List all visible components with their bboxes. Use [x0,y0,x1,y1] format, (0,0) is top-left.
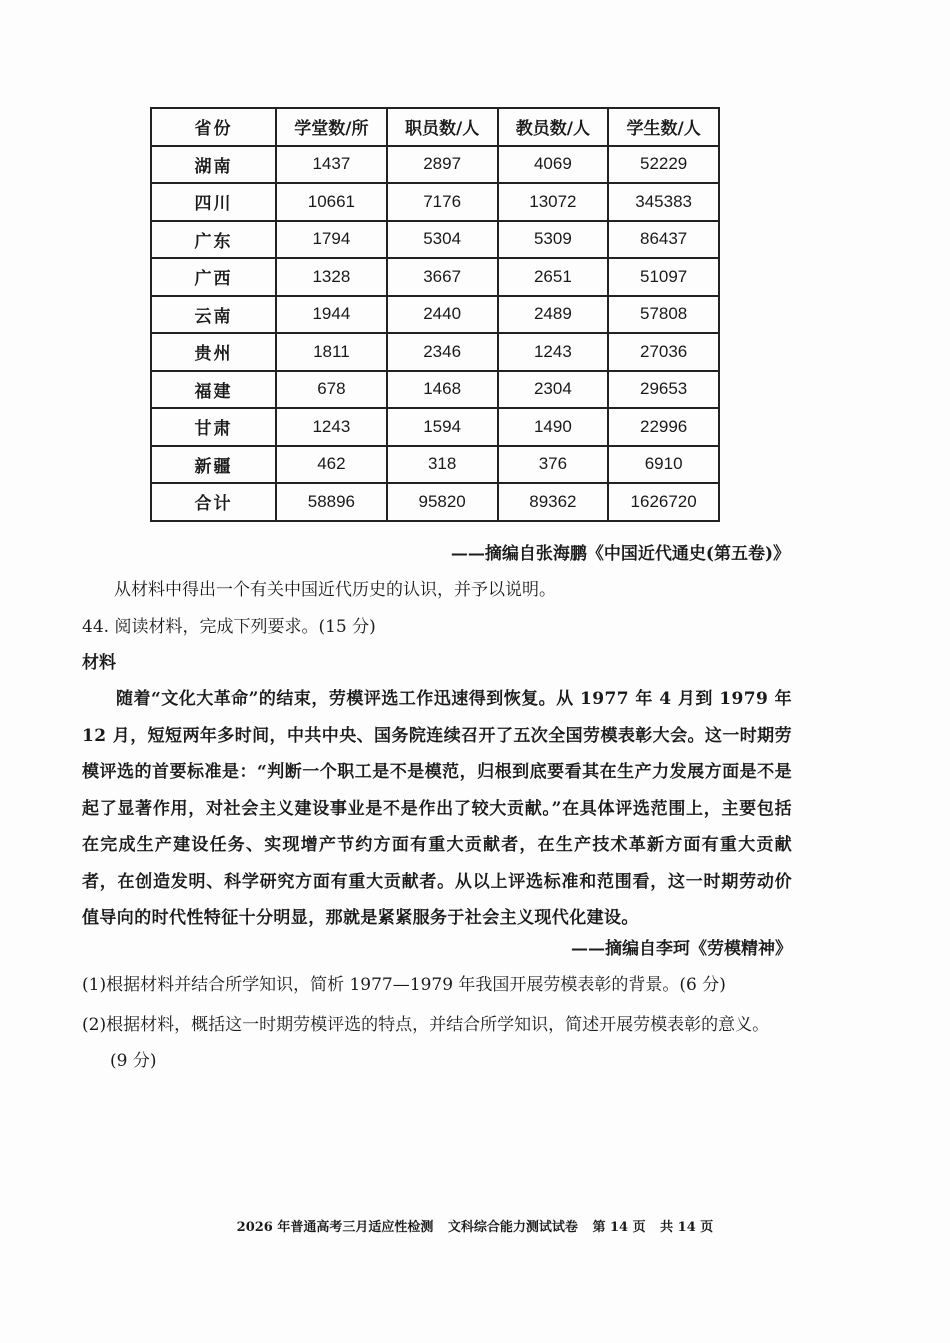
cell-province: 云南 [151,296,276,334]
cell-value: 318 [387,446,498,484]
cell-value: 3667 [387,258,498,296]
cell-value: 1468 [387,371,498,409]
page-footer [0,1216,950,1235]
cell-value: 2897 [387,146,498,184]
cell-value: 5304 [387,221,498,259]
cell-province: 贵州 [151,333,276,371]
header-schools: 学堂数/所 [276,108,387,146]
material-label: 材料 [82,653,116,673]
cell-value: 2304 [498,371,609,409]
table-row [151,408,719,446]
cell-value: 5309 [498,221,609,259]
cell-value: 51097 [608,258,719,296]
cell-value: 95820 [387,483,498,521]
cell-value: 52229 [608,146,719,184]
question-2: (2)根据材料，概括这一时期劳模评选的特点，并结合所学知识，简述开展劳模表彰的意义。 [82,1015,770,1035]
table-row [151,258,719,296]
cell-value: 678 [276,371,387,409]
cell-value: 1328 [276,258,387,296]
cell-value: 10661 [276,183,387,221]
statistics-table [150,107,720,522]
table-row [151,146,719,184]
q43-prompt: 从材料中得出一个有关中国近代历史的认识，并予以说明。 [114,580,556,600]
cell-value: 6910 [608,446,719,484]
cell-value: 1594 [387,408,498,446]
table-header-row [151,108,719,146]
cell-value: 2651 [498,258,609,296]
header-province: 省份 [151,108,276,146]
question-2-score: (9 分) [110,1051,157,1071]
footer-total-pages: 共 14 页 [660,1220,714,1235]
material-source-citation: ——摘编自李珂《劳模精神》 [571,939,792,959]
cell-value: 58896 [276,483,387,521]
cell-value: 27036 [608,333,719,371]
cell-province: 福建 [151,371,276,409]
table-row [151,333,719,371]
cell-value: 1794 [276,221,387,259]
header-teachers: 教员数/人 [498,108,609,146]
cell-value: 29653 [608,371,719,409]
cell-province: 四川 [151,183,276,221]
cell-province: 广东 [151,221,276,259]
cell-value: 2489 [498,296,609,334]
cell-value: 86437 [608,221,719,259]
cell-value: 1626720 [608,483,719,521]
cell-province: 广西 [151,258,276,296]
table-row [151,183,719,221]
cell-value: 1490 [498,408,609,446]
cell-value: 376 [498,446,609,484]
cell-value: 7176 [387,183,498,221]
cell-province: 甘肃 [151,408,276,446]
cell-value: 1243 [498,333,609,371]
cell-total-label: 合计 [151,483,276,521]
table-row [151,296,719,334]
cell-value: 22996 [608,408,719,446]
cell-value: 2346 [387,333,498,371]
question-1: (1)根据材料并结合所学知识，简析 1977—1979 年我国开展劳模表彰的背景。(6 分) [82,975,726,995]
cell-value: 1811 [276,333,387,371]
table-row [151,221,719,259]
footer-page-number: 第 14 页 [592,1220,646,1235]
table-total-row [151,483,719,521]
q44-title: 44. 阅读材料，完成下列要求。(15 分) [82,617,376,637]
cell-province: 新疆 [151,446,276,484]
cell-value: 1944 [276,296,387,334]
header-students: 学生数/人 [608,108,719,146]
table-row [151,446,719,484]
cell-value: 57808 [608,296,719,334]
table-source-citation: ——摘编自张海鹏《中国近代通史(第五卷)》 [450,544,790,564]
cell-value: 462 [276,446,387,484]
cell-value: 89362 [498,483,609,521]
cell-value: 1437 [276,146,387,184]
cell-value: 1243 [276,408,387,446]
cell-value: 13072 [498,183,609,221]
cell-value: 4069 [498,146,609,184]
footer-subject: 文科综合能力测试试卷 [447,1220,578,1235]
header-staff: 职员数/人 [387,108,498,146]
material-paragraph: 随着“文化大革命”的结束，劳模评选工作迅速得到恢复。从 1977 年 4 月到 1979 年 12 月，短短两年多时间，中共中央、国务院连续召开了五次全国劳模表彰大会。这一时期劳模评选的首要标准是：“判断一个职工是不是模范，归根到底要看其在生产力发展方面是不是起了显著作用，对社会主义建设事业是不是作出了较大贡献。”在具体评选范围上，主要包括在完成生产建设任务、实现增产节约方面有重大贡献者，在生产技术革新方面有重大贡献者，在创造发明、科学研究方面有重大贡献者。从以上评选标准和范围看，这一时期劳动价值导向的时代性特征十分明显，那就是紧紧服务于社会主义现代化建设。 [82,689,792,928]
table-row [151,371,719,409]
cell-value: 2440 [387,296,498,334]
cell-value: 345383 [608,183,719,221]
footer-exam-name: 2026 年普通高考三月适应性检测 [236,1220,434,1235]
cell-province: 湖南 [151,146,276,184]
